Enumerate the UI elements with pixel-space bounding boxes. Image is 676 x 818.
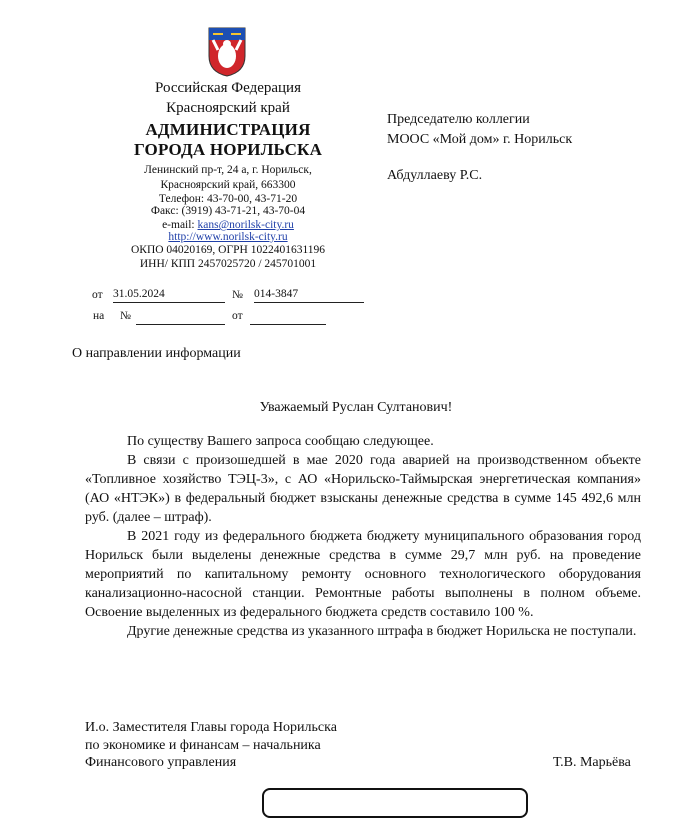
reg-from-label: от (92, 289, 103, 301)
reg-number: 014-3847 (254, 288, 299, 300)
issuer-website-row (108, 231, 348, 245)
subject-line: О направлении информации (72, 346, 241, 361)
issuer-email-link[interactable]: kans@norilsk-city.ru (197, 219, 294, 231)
paragraph-3: В 2021 году из федерального бюджета бюджету муниципального образования город Норильск были выделены денежные средства в сумме 29,7 млн руб. на проведение мероприятий по капитальному ремонту основного технологического оборудования канализационно-насосной станции. Ремонтные работы выполнены в полном объеме. Освоение выделенных из федерального бюджета средств составило 100 %. (85, 529, 641, 620)
addressee-name: Абдуллаеву Р.С. (387, 168, 483, 183)
issuer-phone: Телефон: 43-70-00, 43-71-20 (158, 193, 298, 205)
reg-on-number-label: № (120, 310, 131, 322)
letter-body (85, 432, 641, 641)
reg-date-field (113, 288, 225, 303)
signature-name: Т.В. Марьёва (553, 755, 631, 770)
issuer-okpo-ogrn: ОКПО 04020169, ОГРН 1022401631196 (130, 244, 326, 256)
issuer-country: Российская Федерация (155, 80, 301, 96)
paragraph-2: В связи с произошедшей в мае 2020 года аварией на производственном объекте «Топливное хозяйство ТЭЦ-3», с АО «Норильско-Таймырская энергетическая компания» (АО «НТЭК») в федеральный бюджет взысканы денежные средства в сумме 145 492,6 млн руб. (далее – штраф). (85, 453, 641, 525)
reg-date: 31.05.2024 (113, 288, 165, 300)
coat-of-arms-emblem (207, 26, 247, 78)
reg-on-label: на (93, 310, 105, 322)
reg-on-date-field (250, 310, 326, 325)
issuer-address-line1: Ленинский пр-т, 24 а, г. Норильск, (144, 164, 312, 176)
bottom-frame-box (262, 788, 528, 818)
reg-number-label: № (232, 289, 243, 301)
issuer-region: Красноярский край (166, 100, 290, 116)
reg-number-field (254, 288, 364, 303)
signature-title-line1: И.о. Заместителя Главы города Норильска (85, 720, 337, 735)
signature-title-line3: Финансового управления (85, 755, 237, 770)
issuer-email-label: e-mail: (162, 219, 198, 231)
addressee-line2: МООС «Мой дом» г. Норильск (387, 132, 573, 147)
issuer-org-line2: ГОРОДА НОРИЛЬСКА (133, 140, 323, 159)
paragraph-1: По существу Вашего запроса сообщаю следующее. (127, 434, 434, 449)
reg-on-number-field (136, 310, 225, 325)
issuer-fax: Факс: (3919) 43-71-21, 43-70-04 (150, 205, 306, 217)
issuer-address-line2: Красноярский край, 663300 (160, 179, 296, 191)
issuer-inn-kpp: ИНН/ КПП 2457025720 / 245701001 (139, 258, 317, 270)
reg-on-from-label: от (232, 310, 243, 322)
signature-title-line2: по экономике и финансам – начальника (85, 738, 321, 753)
addressee-line1: Председателю коллегии (387, 112, 530, 127)
paragraph-4: Другие денежные средства из указанного штрафа в бюджет Норильска не поступали. (127, 624, 637, 639)
issuer-website-link[interactable]: http://www.norilsk-city.ru (168, 231, 288, 243)
greeting: Уважаемый Руслан Султанович! (259, 400, 453, 415)
issuer-org-line1: АДМИНИСТРАЦИЯ (145, 120, 311, 139)
